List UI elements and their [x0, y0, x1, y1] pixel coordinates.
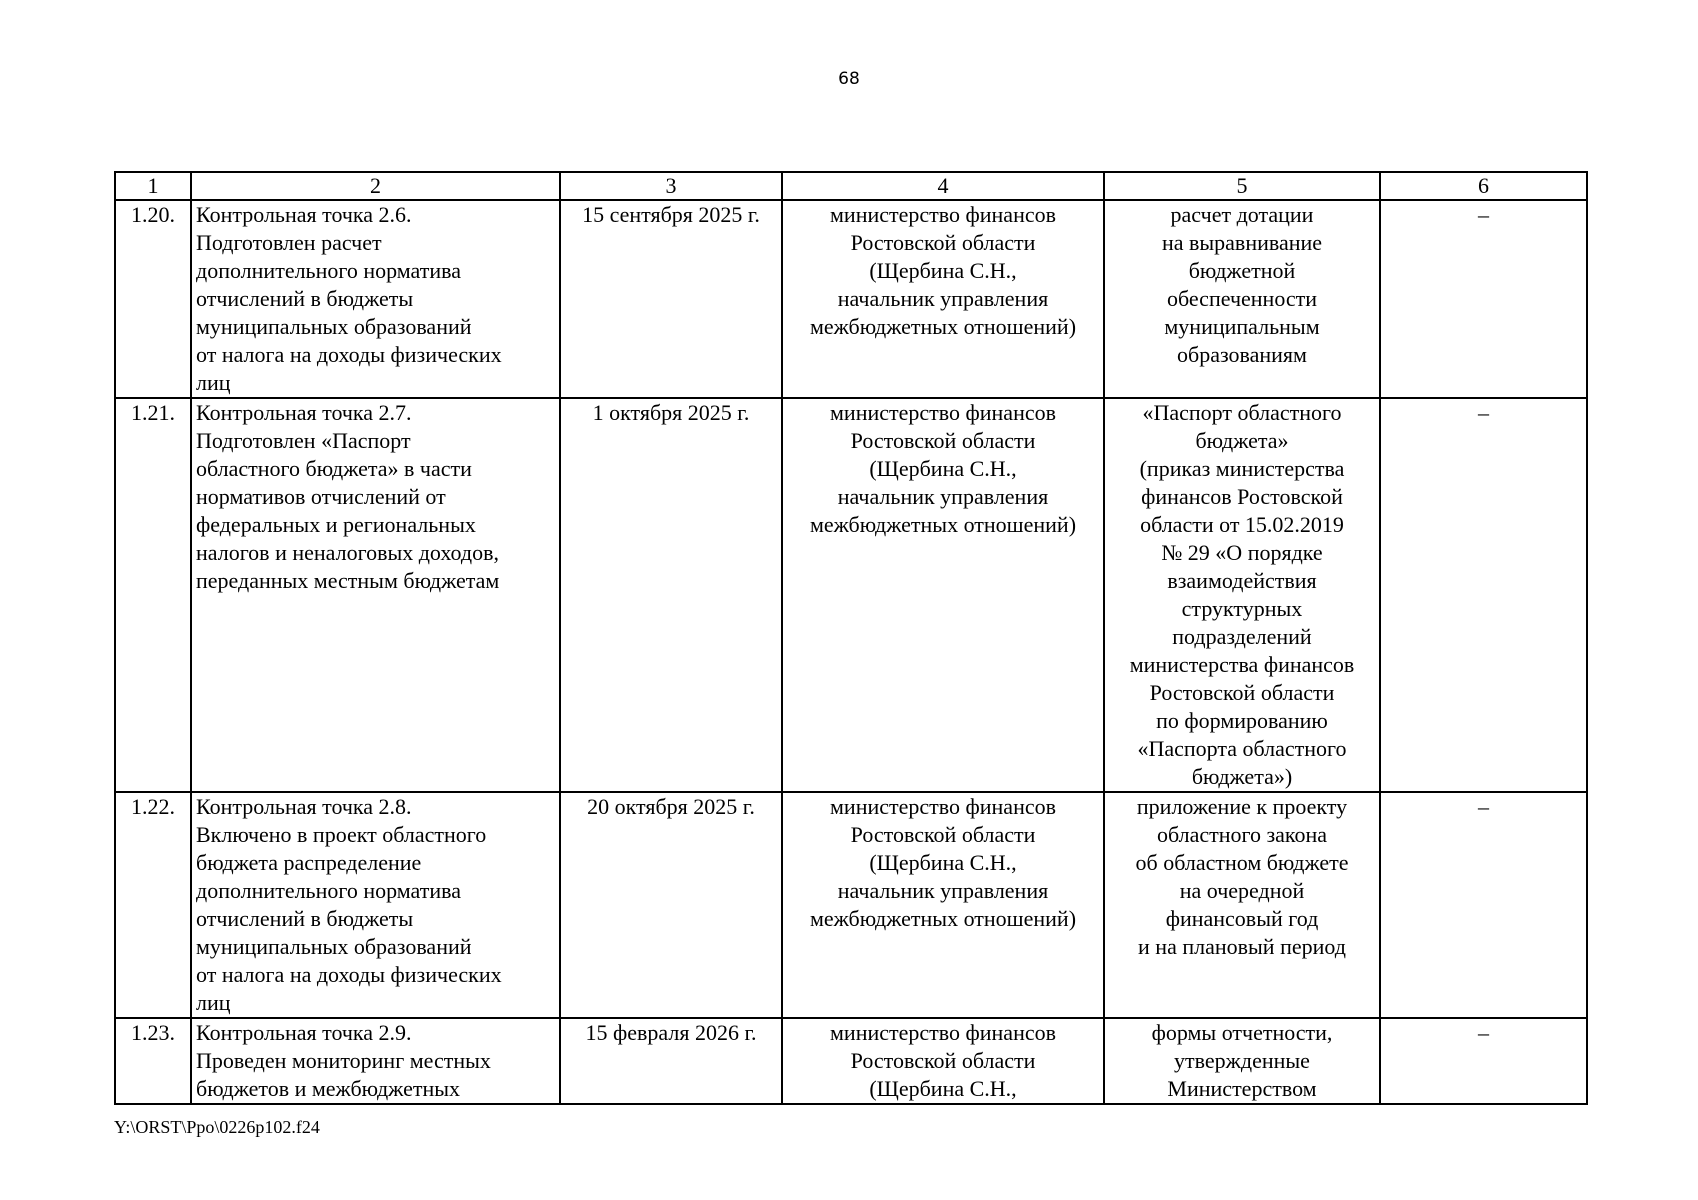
date-cell: 15 сентября 2025 г.: [560, 200, 782, 398]
responsible-cell-line: начальник управления: [837, 286, 1049, 311]
row-number-cell: 1.22.: [115, 792, 191, 1018]
event-cell-line: лиц: [196, 370, 231, 395]
document-cell-line: муниципальным: [1164, 314, 1320, 339]
info-cell: –: [1380, 398, 1587, 792]
control-points-table: [114, 171, 1588, 1105]
document-cell: [1104, 200, 1380, 398]
event-cell-line: бюджетов и межбюджетных: [196, 1076, 461, 1101]
document-cell-line: «Паспорт областного: [1142, 400, 1342, 425]
document-cell-line: области от 15.02.2019: [1140, 512, 1344, 537]
document-cell: [1104, 792, 1380, 1018]
event-cell-line: отчислений в бюджеты: [196, 906, 414, 931]
event-cell-line: переданных местным бюджетам: [196, 568, 500, 593]
responsible-cell-line: министерство финансов: [830, 794, 1056, 819]
event-cell: [191, 1018, 560, 1104]
event-cell: [191, 398, 560, 792]
event-cell-line: муниципальных образований: [196, 934, 472, 959]
document-cell-line: обеспеченности: [1166, 286, 1318, 311]
event-cell-line: нормативов отчислений от: [196, 484, 446, 509]
responsible-cell-line: (Щербина С.Н.,: [869, 850, 1017, 875]
responsible-cell: [782, 200, 1104, 398]
document-cell-line: Министерством: [1167, 1076, 1317, 1101]
event-cell: [191, 200, 560, 398]
document-cell-line: «Паспорта областного: [1137, 736, 1347, 761]
column-header: 3: [560, 172, 782, 200]
info-cell: –: [1380, 1018, 1587, 1104]
responsible-cell: [782, 1018, 1104, 1104]
responsible-cell-line: министерство финансов: [830, 1020, 1056, 1045]
column-header: 4: [782, 172, 1104, 200]
date-cell: 20 октября 2025 г.: [560, 792, 782, 1018]
responsible-cell-line: (Щербина С.Н.,: [869, 258, 1017, 283]
responsible-cell-line: Ростовской области: [850, 822, 1036, 847]
event-cell-line: налогов и неналоговых доходов,: [196, 540, 499, 565]
document-cell-line: финансов Ростовской: [1141, 484, 1343, 509]
document-cell-line: бюджета»: [1195, 428, 1289, 453]
responsible-cell-line: министерство финансов: [830, 400, 1056, 425]
row-number-cell: 1.23.: [115, 1018, 191, 1104]
event-cell-line: Контрольная точка 2.9.: [196, 1020, 412, 1045]
info-cell: –: [1380, 792, 1587, 1018]
responsible-cell-line: межбюджетных отношений): [809, 906, 1077, 931]
event-cell-line: лиц: [196, 990, 231, 1015]
document-cell-line: бюджетной: [1188, 258, 1296, 283]
document-cell-line: формы отчетности,: [1151, 1020, 1333, 1045]
event-cell: [191, 792, 560, 1018]
event-cell-line: отчислений в бюджеты: [196, 286, 414, 311]
column-header: 6: [1380, 172, 1587, 200]
document-cell: [1104, 1018, 1380, 1104]
responsible-cell-line: начальник управления: [837, 484, 1049, 509]
document-cell-line: об областном бюджете: [1135, 850, 1349, 875]
document-cell-line: бюджета»): [1191, 764, 1293, 789]
event-cell-line: федеральных и региональных: [196, 512, 476, 537]
document-cell-line: (приказ министерства: [1139, 456, 1345, 481]
responsible-cell-line: министерство финансов: [830, 202, 1056, 227]
responsible-cell-line: Ростовской области: [850, 428, 1036, 453]
file-path-footer: Y:\ORST\Ppo\0226p102.f24: [114, 1117, 320, 1137]
responsible-cell-line: межбюджетных отношений): [809, 314, 1077, 339]
event-cell-line: бюджета распределение: [196, 850, 422, 875]
event-cell-line: областного бюджета» в части: [196, 456, 472, 481]
document-cell-line: взаимодействия: [1167, 568, 1317, 593]
event-cell-line: Контрольная точка 2.7.: [196, 400, 412, 425]
row-number-cell: 1.20.: [115, 200, 191, 398]
document-cell-line: структурных: [1181, 596, 1303, 621]
table-row: [115, 398, 1587, 792]
table-row: [115, 792, 1587, 1018]
document-cell-line: приложение к проекту: [1136, 794, 1348, 819]
document-cell-line: на очередной: [1179, 878, 1305, 903]
page-number: 68: [838, 69, 860, 89]
column-header: 5: [1104, 172, 1380, 200]
table-body: [115, 200, 1587, 1104]
event-cell-line: Контрольная точка 2.8.: [196, 794, 412, 819]
event-cell-line: Контрольная точка 2.6.: [196, 202, 412, 227]
document-cell-line: подразделений: [1172, 624, 1312, 649]
responsible-cell-line: (Щербина С.Н.,: [869, 456, 1017, 481]
event-cell-line: от налога на доходы физических: [196, 342, 502, 367]
document-cell: [1104, 398, 1380, 792]
responsible-cell-line: (Щербина С.Н.,: [869, 1076, 1017, 1101]
column-header: 2: [191, 172, 560, 200]
event-cell-line: Подготовлен расчет: [196, 230, 382, 255]
column-header: 1: [115, 172, 191, 200]
table-row: [115, 200, 1587, 398]
document-cell-line: № 29 «О порядке: [1161, 540, 1323, 565]
document-cell-line: утвержденные: [1174, 1048, 1310, 1073]
document-cell-line: областного закона: [1156, 822, 1328, 847]
date-cell: 15 февраля 2026 г.: [560, 1018, 782, 1104]
row-number-cell: 1.21.: [115, 398, 191, 792]
event-cell-line: Подготовлен «Паспорт: [196, 428, 411, 453]
info-cell: –: [1380, 200, 1587, 398]
document-cell-line: и на плановый период: [1138, 934, 1346, 959]
document-cell-line: расчет дотации: [1170, 202, 1314, 227]
date-cell: 1 октября 2025 г.: [560, 398, 782, 792]
document-cell-line: образованиям: [1177, 342, 1307, 367]
document-cell-line: по формированию: [1156, 708, 1328, 733]
event-cell-line: Включено в проект областного: [196, 822, 487, 847]
event-cell-line: Проведен мониторинг местных: [196, 1048, 491, 1073]
responsible-cell-line: межбюджетных отношений): [809, 512, 1077, 537]
responsible-cell: [782, 398, 1104, 792]
event-cell-line: муниципальных образований: [196, 314, 472, 339]
table-row: [115, 1018, 1587, 1104]
document-cell-line: финансовый год: [1165, 906, 1319, 931]
event-cell-line: дополнительного норматива: [196, 878, 461, 903]
document-cell-line: министерства финансов: [1129, 652, 1355, 677]
responsible-cell: [782, 792, 1104, 1018]
document-cell-line: Ростовской области: [1149, 680, 1335, 705]
event-cell-line: от налога на доходы физических: [196, 962, 502, 987]
table-header-row: [115, 172, 1587, 200]
event-cell-line: дополнительного норматива: [196, 258, 461, 283]
document-cell-line: на выравнивание: [1161, 230, 1323, 255]
responsible-cell-line: начальник управления: [837, 878, 1049, 903]
responsible-cell-line: Ростовской области: [850, 1048, 1036, 1073]
responsible-cell-line: Ростовской области: [850, 230, 1036, 255]
